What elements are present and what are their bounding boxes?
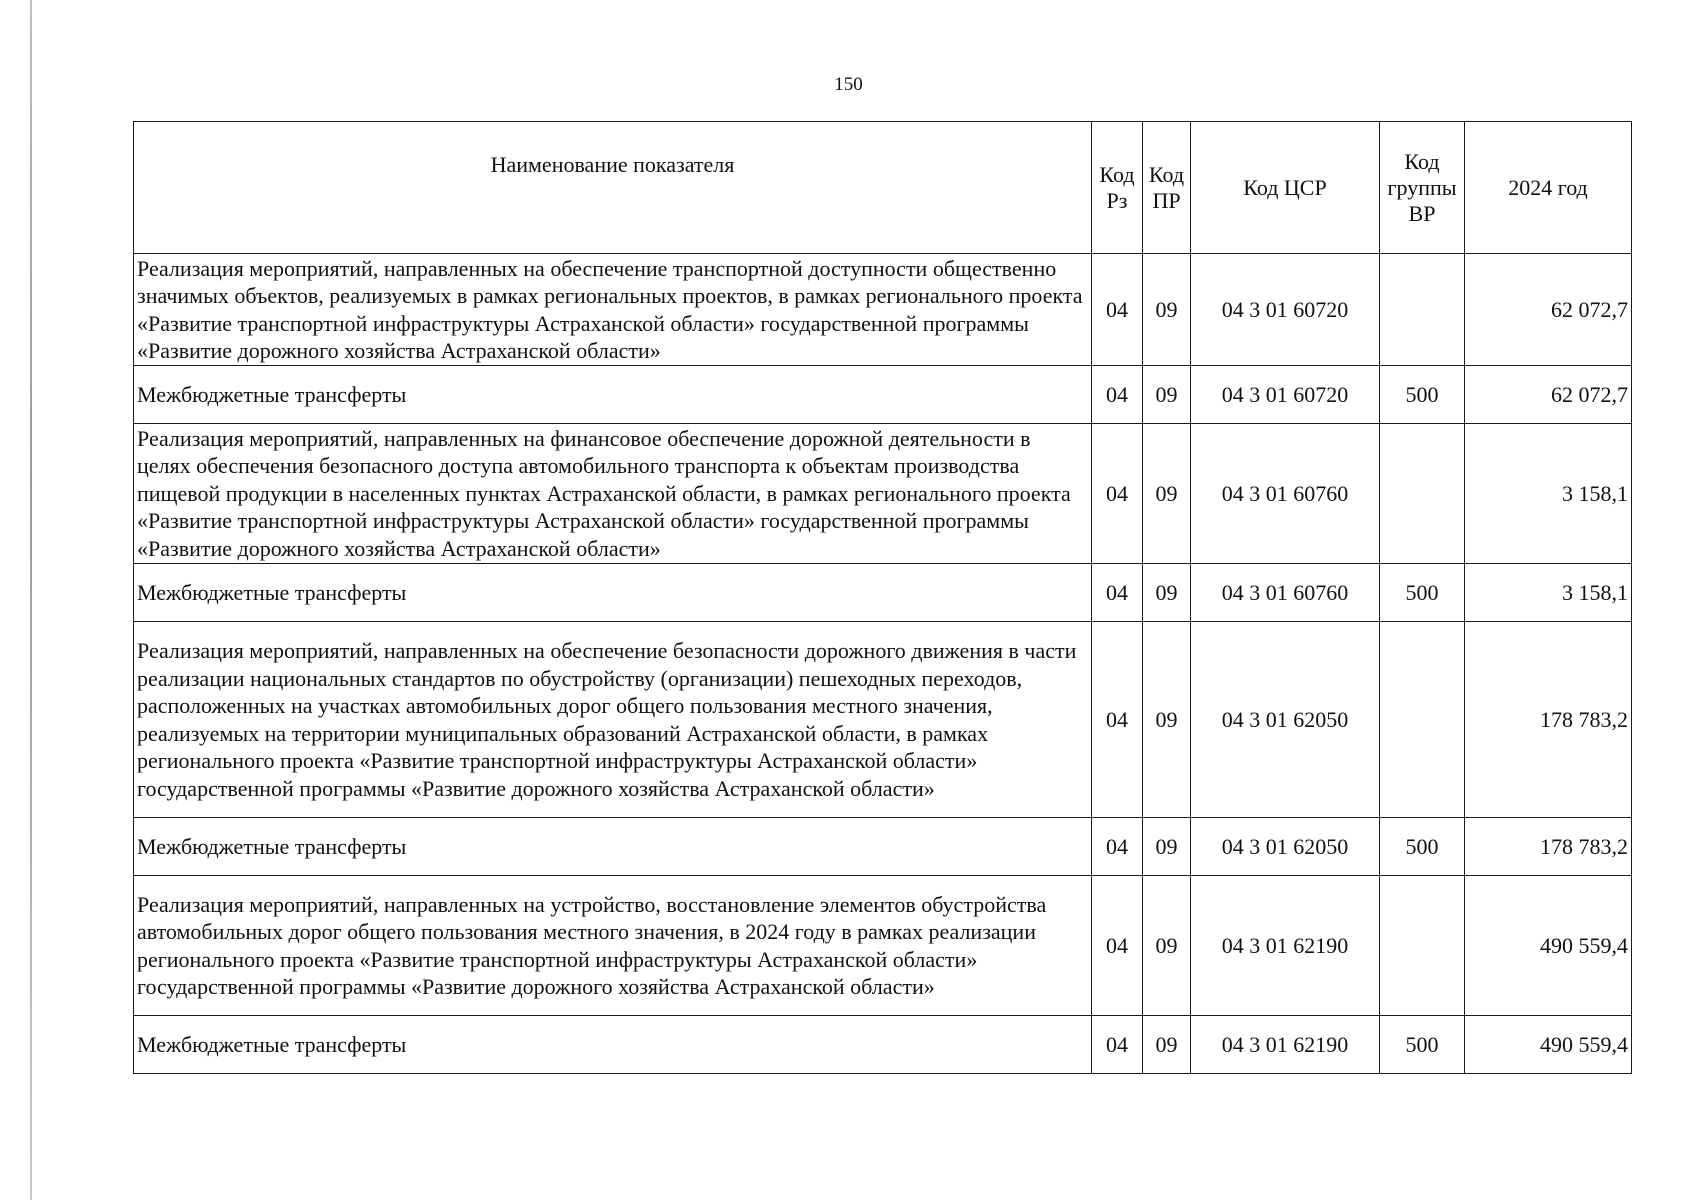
row-name: Межбюджетные трансферты <box>134 564 1092 622</box>
table-row <box>134 876 1632 1016</box>
row-pr: 09 <box>1143 876 1191 1016</box>
row-rz: 04 <box>1092 818 1143 876</box>
row-rz: 04 <box>1092 366 1143 424</box>
row-vr <box>1380 424 1465 564</box>
row-amount: 62 072,7 <box>1465 366 1632 424</box>
table-row <box>134 1016 1632 1074</box>
row-csr: 04 3 01 62050 <box>1191 622 1380 818</box>
row-csr: 04 3 01 60760 <box>1191 564 1380 622</box>
page-number: 150 <box>834 74 863 95</box>
row-amount: 3 158,1 <box>1465 424 1632 564</box>
table-row <box>134 622 1632 818</box>
table-row <box>134 564 1632 622</box>
table-row <box>134 366 1632 424</box>
header-csr: Код ЦСР <box>1191 122 1380 254</box>
row-vr: 500 <box>1380 564 1465 622</box>
table-row <box>134 424 1632 564</box>
row-name: Реализация мероприятий, направленных на обеспечение безопасности дорожного движения в части реализации национальных стандартов по обустройству (организации) пешеходных переходов, расположенных на участках автомобильных дорог общего пользования местного значения, реализуемых на территории муниципальных образований Астраханской области, в рамках регионального проекта «Развитие транспортной инфраструктуры Астраханской области» государственной программы «Развитие дорожного хозяйства Астраханской области» <box>134 622 1092 818</box>
row-name: Межбюджетные трансферты <box>134 366 1092 424</box>
header-pr: Код ПР <box>1143 122 1191 254</box>
row-rz: 04 <box>1092 1016 1143 1074</box>
row-vr: 500 <box>1380 366 1465 424</box>
row-amount: 178 783,2 <box>1465 622 1632 818</box>
row-name: Реализация мероприятий, направленных на финансовое обеспечение дорожной деятельности в целях обеспечения безопасного доступа автомобильного транспорта к объектам производства пищевой продукции в населенных пунктах Астраханской области, в рамках регионального проекта «Развитие транспортной инфраструктуры Астраханской области» государственной программы «Развитие дорожного хозяйства Астраханской области» <box>134 424 1092 564</box>
row-pr: 09 <box>1143 622 1191 818</box>
row-vr: 500 <box>1380 1016 1465 1074</box>
row-vr: 500 <box>1380 818 1465 876</box>
row-vr <box>1380 876 1465 1016</box>
row-name: Реализация мероприятий, направленных на обеспечение транспортной доступности общественно значимых объектов, реализуемых в рамках региональных проектов, в рамках регионального проекта «Развитие транспортной инфраструктуры Астраханской области» государственной программы «Развитие дорожного хозяйства Астраханской области» <box>134 254 1092 366</box>
row-amount: 178 783,2 <box>1465 818 1632 876</box>
row-csr: 04 3 01 60720 <box>1191 254 1380 366</box>
budget-table <box>133 121 1632 1074</box>
table-row <box>134 254 1632 366</box>
row-csr: 04 3 01 60720 <box>1191 366 1380 424</box>
row-rz: 04 <box>1092 424 1143 564</box>
row-csr: 04 3 01 62190 <box>1191 876 1380 1016</box>
row-name: Межбюджетные трансферты <box>134 1016 1092 1074</box>
row-pr: 09 <box>1143 366 1191 424</box>
row-csr: 04 3 01 62050 <box>1191 818 1380 876</box>
row-rz: 04 <box>1092 876 1143 1016</box>
table-row <box>134 818 1632 876</box>
row-amount: 490 559,4 <box>1465 876 1632 1016</box>
header-year: 2024 год <box>1465 122 1632 254</box>
row-vr <box>1380 254 1465 366</box>
row-amount: 490 559,4 <box>1465 1016 1632 1074</box>
row-csr: 04 3 01 62190 <box>1191 1016 1380 1074</box>
row-name: Реализация мероприятий, направленных на устройство, восстановление элементов обустройства автомобильных дорог общего пользования местного значения, в 2024 году в рамках реализации регионального проекта «Развитие транспортной инфраструктуры Астраханской области» государственной программы «Развитие дорожного хозяйства Астраханской области» <box>134 876 1092 1016</box>
row-csr: 04 3 01 60760 <box>1191 424 1380 564</box>
row-vr <box>1380 622 1465 818</box>
row-pr: 09 <box>1143 1016 1191 1074</box>
row-rz: 04 <box>1092 254 1143 366</box>
header-vr: Код группы ВР <box>1380 122 1465 254</box>
row-amount: 62 072,7 <box>1465 254 1632 366</box>
header-name: Наименование показателя <box>134 122 1092 254</box>
row-pr: 09 <box>1143 254 1191 366</box>
row-name: Межбюджетные трансферты <box>134 818 1092 876</box>
row-pr: 09 <box>1143 424 1191 564</box>
row-pr: 09 <box>1143 818 1191 876</box>
row-pr: 09 <box>1143 564 1191 622</box>
header-rz: Код Рз <box>1092 122 1143 254</box>
scan-edge-line <box>30 0 32 1200</box>
row-rz: 04 <box>1092 564 1143 622</box>
row-rz: 04 <box>1092 622 1143 818</box>
row-amount: 3 158,1 <box>1465 564 1632 622</box>
table-header-row <box>134 122 1632 254</box>
